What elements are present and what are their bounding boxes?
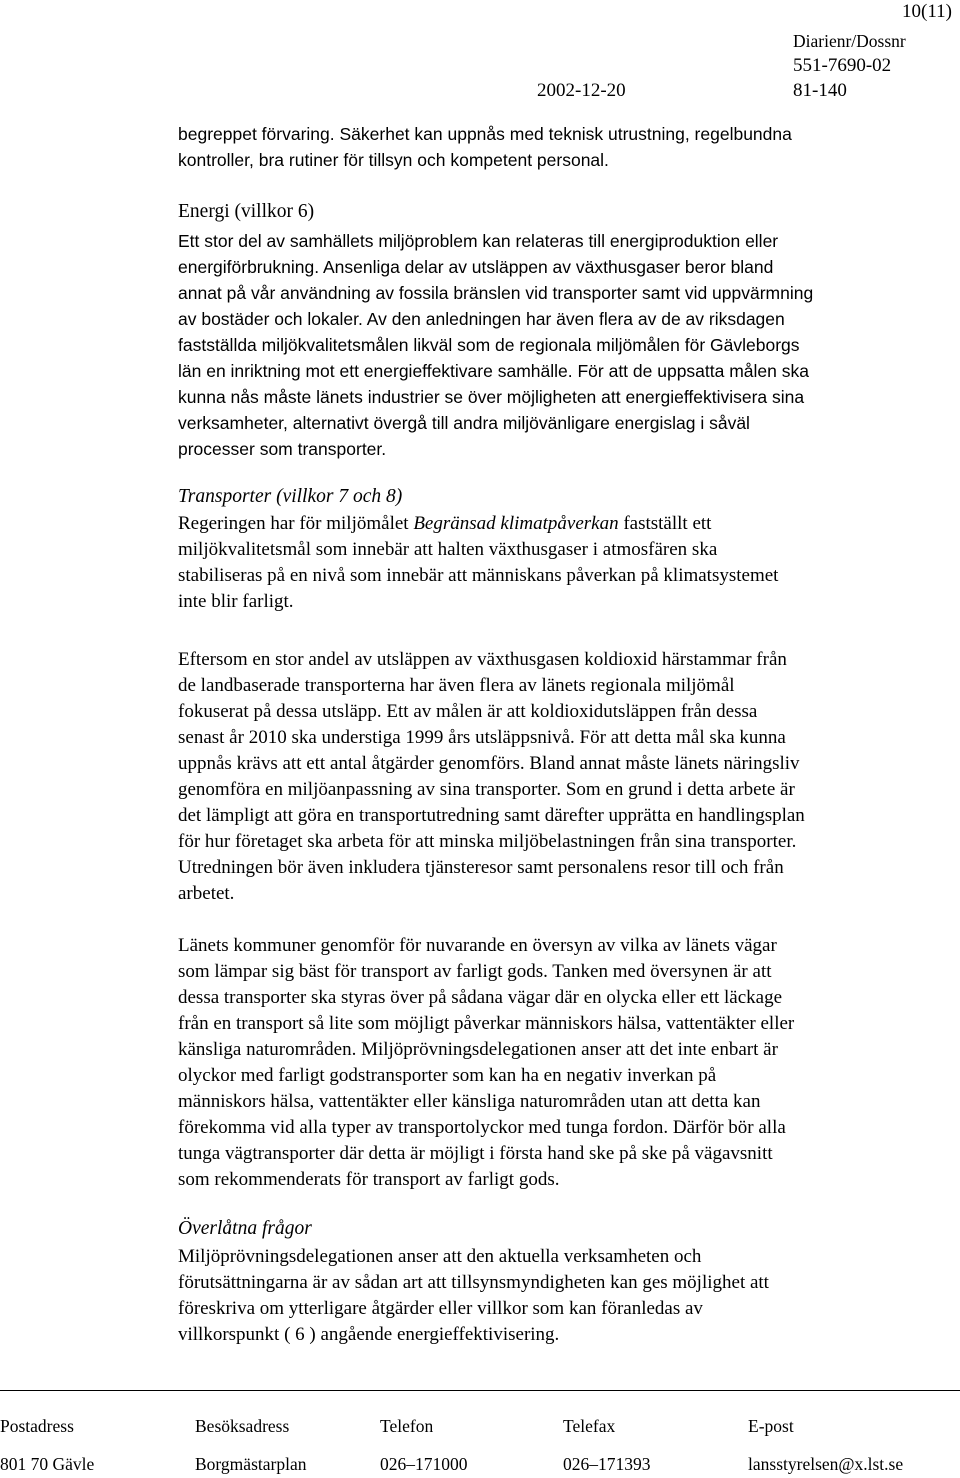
text-line: annat på vår användning av fossila bränslen vid transporter samt vid uppvärmning — [178, 283, 814, 303]
paragraph-energi — [178, 228, 938, 462]
footer-divider — [0, 1390, 960, 1391]
footer-label-besoksadress: Besöksadress — [195, 1416, 290, 1436]
text-line: föreskriva om ytterligare åtgärder eller villkor som kan föranledas av — [178, 1298, 703, 1319]
text-line: känsliga naturområden. Miljöprövningsdelegationen anser att det inte enbart är — [178, 1039, 778, 1060]
body-text — [178, 121, 938, 173]
footer-label-epost: E-post — [748, 1416, 794, 1436]
text-line: inte blir farligt. — [178, 591, 294, 612]
footer-fax: 026–171393 — [563, 1454, 651, 1474]
diarie-number: 551-7690-02 — [793, 55, 892, 76]
text-line: människors hälsa, vattentäkter eller känsliga naturområden utan att detta kan — [178, 1091, 761, 1112]
footer-phone: 026–171000 — [380, 1454, 468, 1474]
text-line: för hur företaget ska arbeta för att minska miljöbelastningen från sina transporter. — [178, 831, 797, 852]
section-transporter — [178, 484, 938, 615]
goal-name: Begränsad klimatpåverkan — [413, 513, 619, 534]
text-line: de landbaserade transporterna har även flera av länets regionala miljömål — [178, 675, 735, 696]
text-line: verksamheter, alternativt övergå till andra miljövänligare energislag i såväl — [178, 413, 750, 433]
document-date: 2002-12-20 — [537, 80, 626, 101]
footer-visiting-address: Borgmästarplan — [195, 1454, 307, 1474]
text-line: Miljöprövningsdelegationen anser att den aktuella verksamheten och — [178, 1246, 702, 1267]
text-line: processer som transporter. — [178, 439, 387, 459]
text-line: miljökvalitetsmål som innebär att halten växthusgaser i atmosfären ska — [178, 539, 718, 560]
text-line: stabiliseras på en nivå som innebär att människans påverkan på klimatsystemet — [178, 565, 779, 586]
text-line: fokuserat på dessa utsläpp. Ett av målen är att koldioxidutsläppen från dessa — [178, 701, 758, 722]
text-line: tunga vägtransporter där detta är möjligt i första hand ske på ske på vägavsnitt — [178, 1143, 773, 1164]
footer-postal-address: 801 70 Gävle — [0, 1454, 95, 1474]
footer-email[interactable]: lansstyrelsen@x.lst.se — [748, 1454, 904, 1474]
text-line: olyckor med farligt godstransporter som kan ha en negativ inverkan på — [178, 1065, 717, 1086]
text-line: dessa transporter ska styras över på sådana vägar där en olycka eller ett läckage — [178, 987, 783, 1008]
text-line: Eftersom en stor andel av utsläppen av växthusgasen koldioxid härstammar från — [178, 649, 787, 670]
text-line: Ett stor del av samhällets miljöproblem kan relateras till energiproduktion eller — [178, 231, 779, 251]
text-line: Regeringen har för miljömålet Begränsad klimatpåverkan fastställt ett — [178, 513, 712, 534]
text-line: begreppet förvaring. Säkerhet kan uppnås med teknisk utrustning, regelbundna — [178, 124, 792, 144]
text-line: genomföra en miljöanpassning av sina transporter. Som en grund i detta arbete är — [178, 779, 795, 800]
text-line: kontroller, bra rutiner för tillsyn och kompetent personal. — [178, 150, 609, 170]
text-line: kunna nås måste länets industrier se över möjligheten att energieffektivisera sina — [178, 387, 805, 407]
text-line: villkorspunkt ( 6 ) angående energieffektivisering. — [178, 1324, 560, 1345]
text-line: Utredningen bör även inkludera tjänsteresor samt personalens resor till och från — [178, 857, 784, 878]
paragraph-intro — [178, 121, 938, 173]
text-line: det lämpligt att göra en transportutredning samt därefter upprätta en handlingsplan — [178, 805, 805, 826]
paragraph-overlatna — [178, 1244, 938, 1348]
text-line: Länets kommuner genomför för nuvarande en översyn av vilka av länets vägar — [178, 935, 777, 956]
diarie-label: Diarienr/Dossnr — [793, 31, 906, 51]
text-line: som rekommenderats för transport av farligt gods. — [178, 1169, 560, 1190]
text-line: av bostäder och lokaler. Av den anledningen har även flera av de av riksdagen — [178, 309, 785, 329]
text-line: förekomma vid alla typer av transportolyckor med tunga fordon. Därför bör alla — [178, 1117, 786, 1138]
text-line: uppnås krävs att ett antal åtgärder genomförs. Bland annat måste länets näringsliv — [178, 753, 800, 774]
text-line: län en inriktning mot ett energieffektivare samhälle. För att de uppsatta målen ska — [178, 361, 809, 381]
paragraph-transport-1 — [178, 511, 938, 615]
dossier-number: 81-140 — [793, 80, 847, 101]
heading-energi: Energi (villkor 6) — [178, 201, 315, 222]
text-line: senast år 2010 ska understiga 1999 års utsläppsnivå. För att detta mål ska kunna — [178, 727, 786, 748]
section-overlatna — [178, 1216, 938, 1348]
text-line: förutsättningarna är av sådan art att tillsynsmyndigheten kan ges möjlighet att — [178, 1272, 769, 1293]
footer-label-postadress: Postadress — [0, 1416, 74, 1436]
text-line: som lämpar sig bäst för transport av farligt gods. Tanken med översynen är att — [178, 961, 772, 982]
text-line: energiförbrukning. Ansenliga delar av utsläppen av växthusgaser beror bland — [178, 257, 774, 277]
text-line: från en transport så lite som möjligt påverkar människors hälsa, vattentäkter eller — [178, 1013, 795, 1034]
page-number: 10(11) — [902, 1, 952, 22]
heading-transporter: Transporter (villkor 7 och 8) — [178, 486, 403, 507]
section-energi — [178, 199, 938, 462]
footer-label-telefax: Telefax — [563, 1416, 616, 1436]
heading-overlatna: Överlåtna frågor — [178, 1218, 312, 1239]
text-line: fastställda miljökvalitetsmålen likväl som de regionala miljömålen för Gävleborgs — [178, 335, 800, 355]
paragraph-transport-3 — [178, 933, 938, 1193]
paragraph-transport-2 — [178, 647, 938, 907]
text-line: arbetet. — [178, 883, 235, 904]
footer-label-telefon: Telefon — [380, 1416, 434, 1436]
